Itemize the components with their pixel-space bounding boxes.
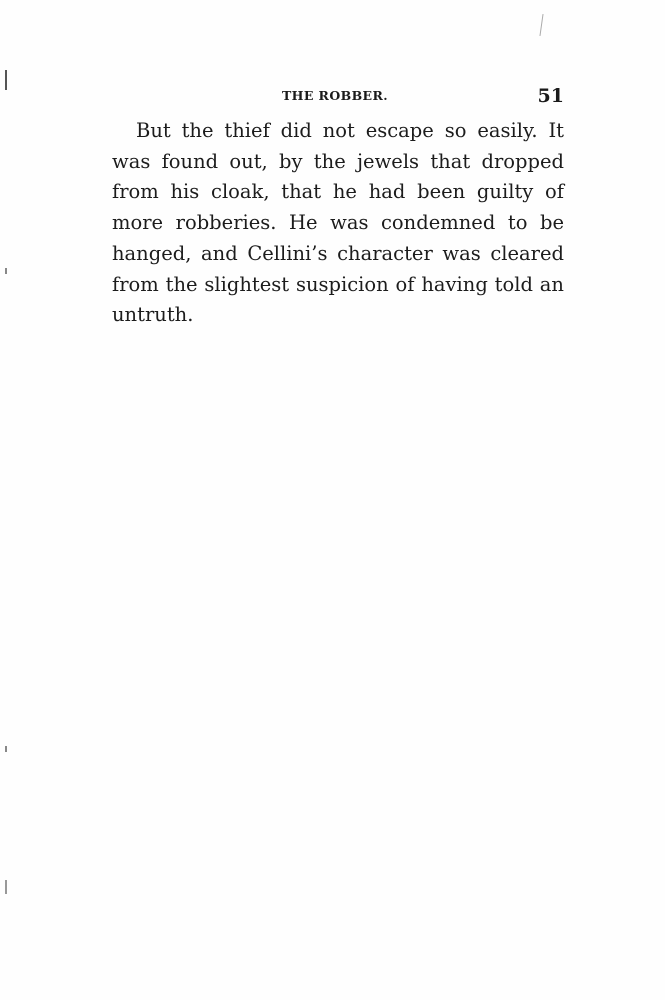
scan-edge-mark: [5, 268, 7, 274]
running-head: [112, 85, 564, 109]
page-number: 51: [537, 85, 564, 107]
scan-edge-mark: [5, 746, 7, 752]
scan-edge-mark: [539, 14, 543, 36]
scan-edge-mark: [5, 880, 7, 894]
running-title: THE ROBBER.: [281, 88, 389, 103]
body-paragraph: But the thief did not escape so easily. It was found out, by the jewels that dropped from his cloak, that he had been guilty of more robberies. He was condemned to be hanged, and Cellini’s character was cleared from the slightest suspicion of having told an untruth.: [112, 119, 564, 327]
scan-edge-mark: [5, 70, 7, 90]
